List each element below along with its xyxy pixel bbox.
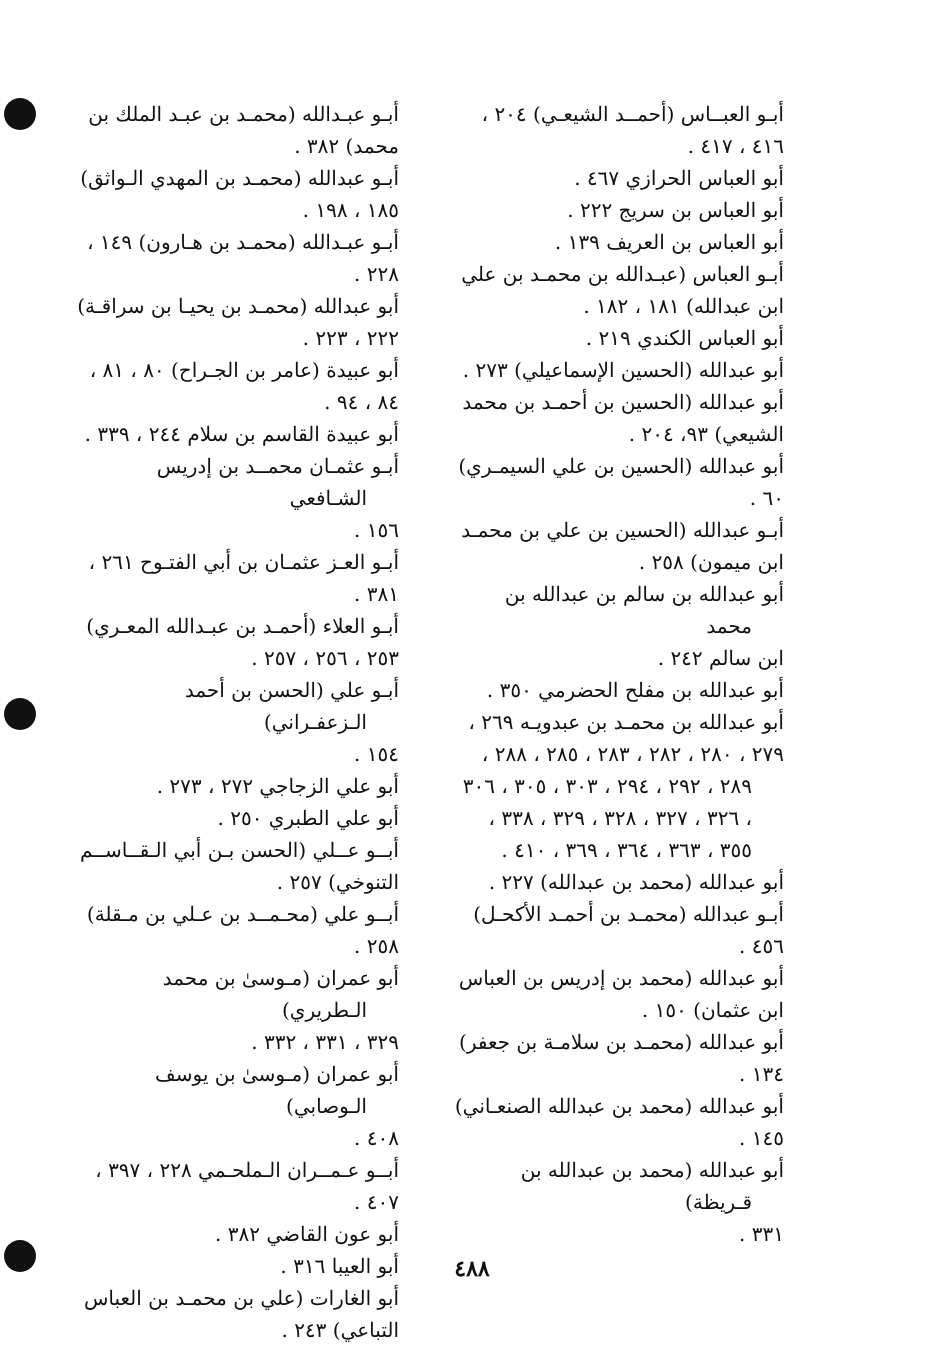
- index-entry-head: أبـو العبــاس (أحمــد الشيعـي) ٢٠٤ ،: [481, 102, 784, 126]
- index-entry-continuation: ١٥٦ .: [354, 518, 399, 542]
- index-entry-continuation: التنوخي) ٢٥٧ .: [276, 870, 399, 894]
- index-entry-continuation: ٣٢٩ ، ٣٣١ ، ٣٣٢ .: [251, 1030, 399, 1054]
- index-entry: [77, 962, 399, 1058]
- index-entry-head: أبـو العلاء (أحمـد بن عبـدالله المعـري): [86, 614, 399, 638]
- index-entry: [77, 98, 399, 162]
- index-entry: [454, 674, 784, 706]
- index-entry: [77, 610, 399, 674]
- index-entry-continuation: ٢٢٨ .: [354, 262, 399, 286]
- binder-hole-middle: [4, 698, 36, 730]
- index-entry-continuation: ١٣٤ .: [739, 1062, 784, 1086]
- index-entry-continuation: ٣٣١ .: [739, 1222, 784, 1246]
- page-number: ٤٨٨: [454, 1256, 490, 1282]
- index-entry-continuation: ابن سالم ٢٤٢ .: [657, 646, 784, 670]
- index-entry-continuation: ابن ميمون) ٢٥٨ .: [638, 550, 784, 574]
- index-entry-continuation: ٦٠ .: [749, 486, 784, 510]
- index-entry-continuation: التباعي) ٢٤٣ .: [281, 1318, 399, 1342]
- index-entry-head: أبو علي الزجاجي ٢٧٢ ، ٢٧٣ .: [156, 774, 399, 798]
- index-entry-head: أبو عبدالله (محمد بن عبدالله الصنعـاني): [454, 1094, 784, 1118]
- index-entry-head: أبـو عبدالله (محمـد بن المهدي الـواثق): [80, 166, 399, 190]
- index-entry: [77, 290, 399, 354]
- index-entry-head: أبو عبدالله (محمـد بن يحيـا بن سراقـة): [77, 294, 399, 318]
- index-entry-head: أبو عمران (مـوسىٰ بن محمد الـطريري): [162, 966, 399, 1022]
- index-entry: [454, 98, 784, 162]
- index-entry: [77, 546, 399, 610]
- index-entry: [77, 1058, 399, 1154]
- index-entry-continuation: ٨٤ ، ٩٤ .: [324, 390, 399, 414]
- index-entry: [454, 450, 784, 514]
- index-entry-continuation: ابن عثمان) ١٥٠ .: [641, 998, 784, 1022]
- index-entry-continuation: ٢٧٩ ، ٢٨٠ ، ٢٨٢ ، ٢٨٣ ، ٢٨٥ ، ٢٨٨ ، ٢٨٩ ، ٢٩٢ ، ٢٩٤ ، ٣٠٣ ، ٣٠٥ ، ٣٠٦ ، ٣٢٦ ، ٣٢٧ ، ٣٢٨ ، ٣٢٩ ، ٣٣٨ ، ٣٥٥ ، ٣٦٣ ، ٣٦٤ ، ٣٦٩ ، ٤١٠ .: [462, 742, 784, 862]
- index-entry: [77, 770, 399, 802]
- index-entry-head: أبــو عـمــران الـملحـمي ٢٢٨ ، ٣٩٧ ،: [95, 1158, 399, 1182]
- index-entry-continuation: ١٤٥ .: [739, 1126, 784, 1150]
- index-column-right: [454, 98, 784, 1250]
- index-entry-continuation: ٤١٦ ، ٤١٧ .: [687, 134, 784, 158]
- index-entry: [454, 962, 784, 1026]
- index-entry: [77, 1154, 399, 1218]
- binder-hole-top: [4, 98, 36, 130]
- index-entry-head: أبو علي الطبري ٢٥٠ .: [217, 806, 399, 830]
- index-entry-head: أبو العباس بن سريج ٢٢٢ .: [567, 198, 784, 222]
- index-entry: [77, 898, 399, 962]
- index-entry-continuation: ١٥٤ .: [354, 742, 399, 766]
- index-entry: [454, 578, 784, 674]
- index-column-left: [77, 98, 399, 1346]
- index-entry: [454, 162, 784, 194]
- index-entry-head: أبو عبدالله (محمـد بن سلامـة بن جعفر): [459, 1030, 784, 1054]
- index-entry-continuation: ٢٢٢ ، ٢٢٣ .: [302, 326, 399, 350]
- index-entry-head: أبو عبدالله (محمد بن إدريس بن العباس: [458, 966, 784, 990]
- index-entry: [454, 866, 784, 898]
- index-entry: [77, 354, 399, 418]
- index-entry: [77, 802, 399, 834]
- index-entry-head: أبو عبدالله (الحسين الإسماعيلي) ٢٧٣ .: [462, 358, 784, 382]
- index-entry: [454, 322, 784, 354]
- index-entry-head: أبو العيبا ٣١٦ .: [280, 1254, 399, 1278]
- index-entry: [454, 226, 784, 258]
- index-entry: [77, 418, 399, 450]
- index-entry: [77, 162, 399, 226]
- index-entry-head: أبـو العباس (عبـدالله بن محمـد بن علي: [461, 262, 784, 286]
- index-entry: [77, 1282, 399, 1346]
- index-entry: [77, 834, 399, 898]
- index-entry-continuation: ابن عبدالله) ١٨١ ، ١٨٢ .: [583, 294, 784, 318]
- index-entry-head: أبو عون القاضي ٣٨٢ .: [215, 1222, 399, 1246]
- index-entry-head: أبـو عبـدالله (محمـد بن عبـد الملك بن: [88, 102, 399, 126]
- index-entry-head: أبو عبدالله بن مفلح الحضرمي ٣٥٠ .: [486, 678, 784, 702]
- index-entry-continuation: ١٨٥ ، ١٩٨ .: [302, 198, 399, 222]
- index-entry-continuation: ٣٨١ .: [354, 582, 399, 606]
- index-entry-head: أبو عبدالله (محمد بن عبدالله بن قـريظة): [520, 1158, 784, 1214]
- index-entry-continuation: ٤٠٨ .: [354, 1126, 399, 1150]
- index-entry-head: أبو عبدالله (الحسين بن أحمـد بن محمد: [462, 390, 784, 414]
- index-entry: [77, 450, 399, 546]
- index-entry-continuation: الشيعي) ٩٣، ٢٠٤ .: [628, 422, 784, 446]
- index-entry-head: أبو عبيدة (عامر بن الجـراح) ٨٠ ، ٨١ ،: [89, 358, 399, 382]
- index-entry: [454, 354, 784, 386]
- index-entry: [454, 1154, 784, 1250]
- index-entry: [454, 1026, 784, 1090]
- index-entry-head: أبــو عــلي (الحسن بـن أبي الـقــاســم: [79, 838, 399, 862]
- index-entry-head: أبو الغارات (علي بن محمـد بن العباس: [83, 1286, 399, 1310]
- index-entry-head: أبـو علي (الحسن بن أحمد الـزعفـراني): [184, 678, 399, 734]
- index-entry-head: أبو عمران (مـوسىٰ بن يوسف الـوصابي): [155, 1062, 399, 1118]
- index-entry: [454, 194, 784, 226]
- index-entry-head: أبــو علي (محـمــد بن عـلي بن مـقلة): [86, 902, 399, 926]
- index-entry-head: أبـو عبدالله (محمـد بن أحمـد الأكحـل): [473, 902, 784, 926]
- index-entry: [454, 386, 784, 450]
- index-entry-continuation: ٢٥٨ .: [354, 934, 399, 958]
- index-entry: [454, 514, 784, 578]
- index-entry: [77, 1218, 399, 1250]
- index-entry-head: أبو عبدالله بن سالم بن عبدالله بن محمد: [504, 582, 784, 638]
- index-entry-continuation: محمد) ٣٨٢ .: [294, 134, 399, 158]
- index-entry-continuation: ٢٥٣ ، ٢٥٦ ، ٢٥٧ .: [251, 646, 399, 670]
- index-entry: [454, 706, 784, 866]
- index-entry-head: أبو العباس الكندي ٢١٩ .: [585, 326, 784, 350]
- index-entry: [454, 898, 784, 962]
- index-entry-head: أبو عبيدة القاسم بن سلام ٢٤٤ ، ٣٣٩ .: [84, 422, 399, 446]
- index-entry: [77, 226, 399, 290]
- index-entry-continuation: ٤٠٧ .: [354, 1190, 399, 1214]
- index-entry-head: أبـو العـز عثمـان بن أبي الفتـوح ٢٦١ ،: [88, 550, 399, 574]
- index-entry: [77, 674, 399, 770]
- index-entry: [454, 258, 784, 322]
- index-entry-head: أبو عبدالله (محمد بن عبدالله) ٢٢٧ .: [488, 870, 784, 894]
- index-entry-head: أبـو عبـدالله (محمـد بن هـارون) ١٤٩ ،: [87, 230, 399, 254]
- index-entry-head: أبو عبدالله (الحسين بن علي السيمـري): [458, 454, 784, 478]
- index-entry-head: أبو العباس بن العريف ١٣٩ .: [554, 230, 784, 254]
- index-entry-head: أبو العباس الحرازي ٤٦٧ .: [574, 166, 784, 190]
- index-entry: [454, 1090, 784, 1154]
- index-entry-head: أبـو عبدالله (الحسين بن علي بن محمـد: [461, 518, 784, 542]
- index-entry-continuation: ٤٥٦ .: [739, 934, 784, 958]
- index-entry-head: أبـو عثمـان محمــد بن إدريس الشـافعي: [156, 454, 399, 510]
- index-entry-head: أبو عبدالله بن محمـد بن عبدويـه ٢٦٩ ،: [468, 710, 784, 734]
